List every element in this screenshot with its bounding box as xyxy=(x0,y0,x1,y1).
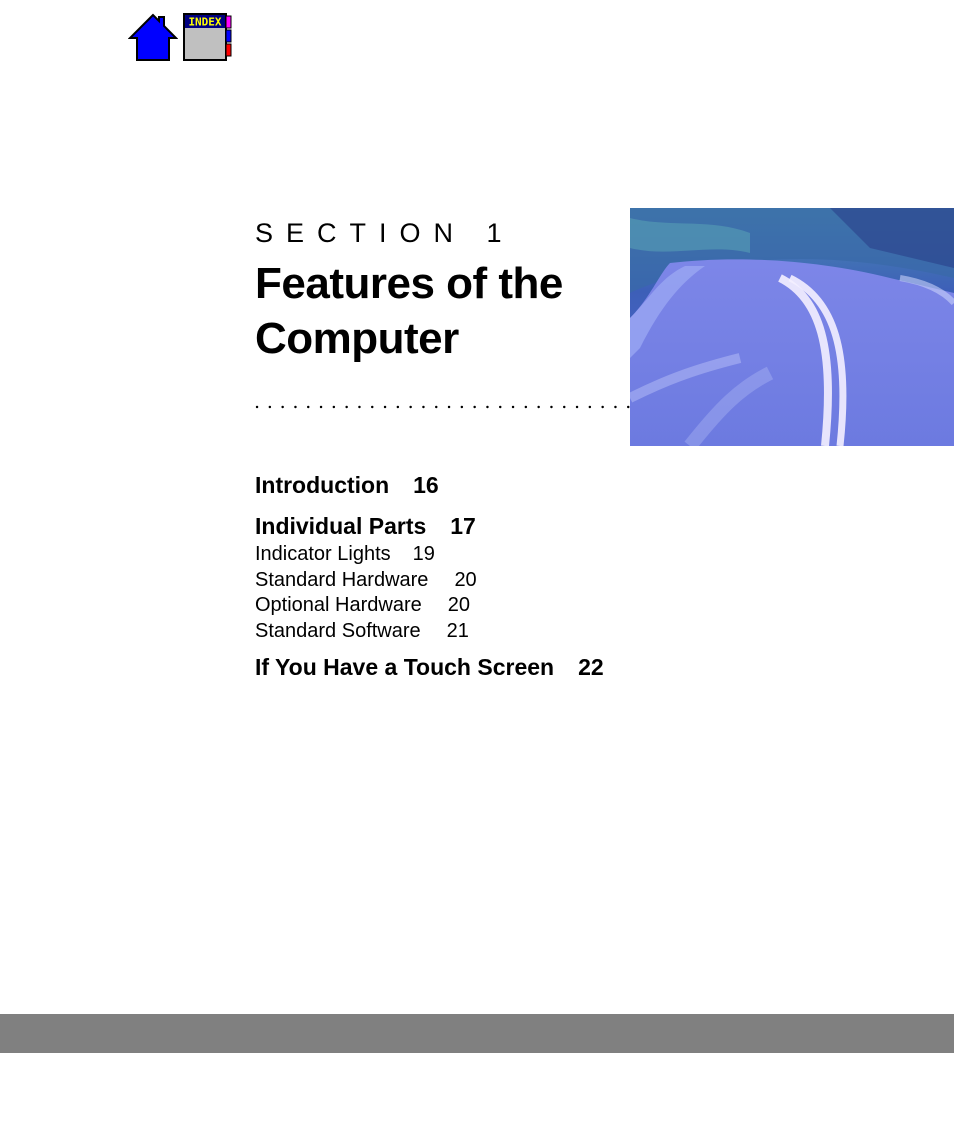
index-label: INDEX xyxy=(188,15,222,29)
toc-page-number: 20 xyxy=(454,568,477,591)
toc-entry-label: Standard Software xyxy=(255,619,421,642)
page-title xyxy=(255,256,615,366)
home-button[interactable] xyxy=(128,12,178,62)
toc-page-number: 22 xyxy=(578,654,604,680)
toc-individual-parts[interactable] xyxy=(255,513,755,540)
table-of-contents xyxy=(255,472,755,681)
toc-page-number: 19 xyxy=(412,543,435,565)
footer-bar xyxy=(0,1014,954,1053)
toc-page-number: 17 xyxy=(450,513,476,539)
toc-touch-screen[interactable] xyxy=(255,654,755,681)
index-book-icon xyxy=(182,12,232,62)
toc-standard-hardware[interactable] xyxy=(255,568,755,594)
toc-entry-label: Introduction xyxy=(255,472,390,498)
toc-standard-software[interactable] xyxy=(255,619,755,645)
road-photo xyxy=(630,208,954,446)
dotted-divider xyxy=(255,400,630,414)
toc-entry-label: If You Have a Touch Screen xyxy=(255,654,555,680)
toc-entry-label: Standard Hardware xyxy=(255,568,429,591)
toc-page-number: 16 xyxy=(413,472,439,498)
toc-introduction[interactable] xyxy=(255,472,755,499)
index-button[interactable] xyxy=(182,12,232,62)
toc-entry-label: Individual Parts xyxy=(255,513,427,539)
toc-entry-label: Indicator Lights xyxy=(255,543,391,565)
toc-entry-label: Optional Hardware xyxy=(255,594,422,616)
toc-optional-hardware[interactable] xyxy=(255,593,755,619)
house-icon xyxy=(128,12,178,62)
toc-page-number: 20 xyxy=(447,594,470,616)
title-line-1: Features of the xyxy=(255,259,563,308)
toc-indicator-lights[interactable] xyxy=(255,542,755,568)
title-line-2: Computer xyxy=(255,314,459,363)
toc-page-number: 21 xyxy=(446,619,469,642)
section-label: SECTION 1 xyxy=(255,218,515,248)
